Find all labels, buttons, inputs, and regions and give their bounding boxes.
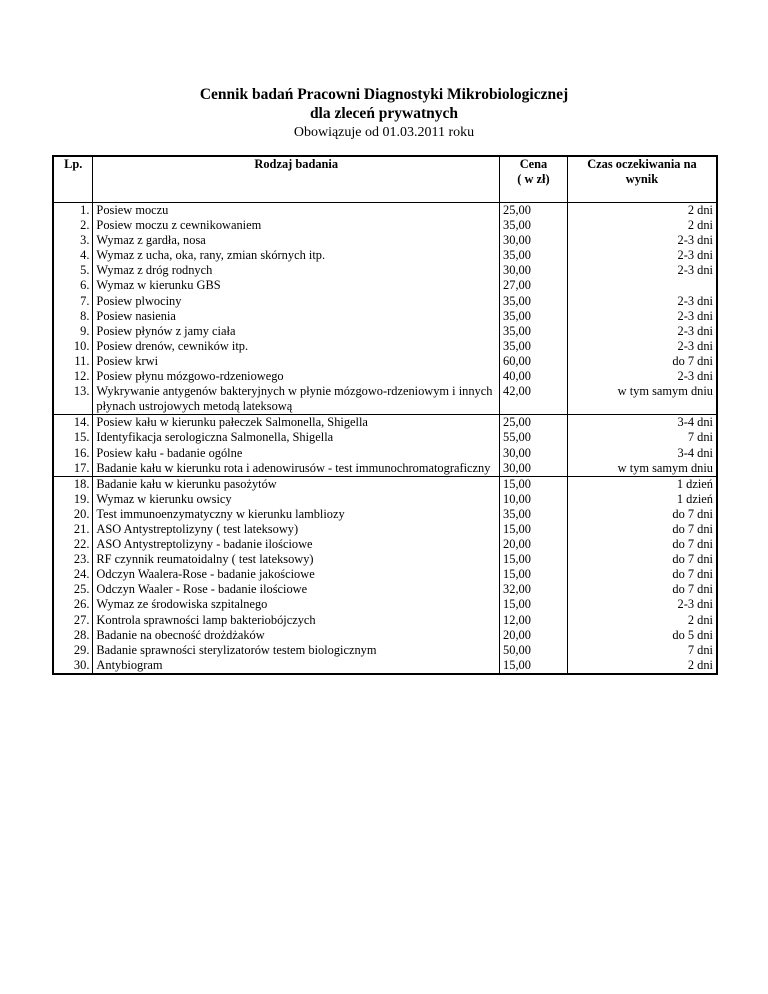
row-price: 30,00 (500, 263, 568, 278)
row-lp: 27. (53, 613, 93, 628)
row-name: Badanie na obecność drożdżaków (93, 628, 500, 643)
row-name: Test immunoenzymatyczny w kierunku lambliozy (93, 507, 500, 522)
row-time: do 7 dni (672, 353, 713, 368)
table-row (53, 263, 717, 278)
row-lp: 26. (53, 597, 93, 612)
row-price: 15,00 (500, 522, 568, 537)
table-row (53, 218, 717, 233)
header-price (500, 156, 568, 203)
row-time: 2 dni (687, 612, 713, 627)
document-title: Cennik badań Pracowni Diagnostyki Mikrobiologicznej (199, 86, 569, 103)
row-lp: 5. (53, 263, 93, 278)
row-name: Posiew płynów z jamy ciała (93, 324, 500, 339)
document-title-line2: dla zleceń prywatnych (309, 105, 459, 122)
row-price: 35,00 (500, 218, 568, 233)
row-lp: 13. (53, 384, 93, 415)
row-time: 2-3 dni (677, 597, 713, 612)
header-name: Rodzaj badania (93, 156, 500, 203)
table-row (53, 339, 717, 354)
row-price: 15,00 (500, 476, 568, 492)
row-price: 60,00 (500, 354, 568, 369)
table-row (53, 552, 717, 567)
row-lp: 7. (53, 294, 93, 309)
row-price: 15,00 (500, 597, 568, 612)
row-name: Posiew plwociny (93, 294, 500, 309)
table-row (53, 492, 717, 507)
row-name: Odczyn Waalera-Rose - badanie jakościowe (93, 567, 500, 582)
table-header-row (53, 156, 717, 203)
row-lp: 18. (53, 476, 93, 492)
row-lp: 11. (53, 354, 93, 369)
row-lp: 22. (53, 537, 93, 552)
row-name: Wymaz w kierunku owsicy (93, 492, 500, 507)
table-row (53, 522, 717, 537)
row-price: 50,00 (500, 643, 568, 658)
row-time: do 7 dni (672, 582, 713, 597)
row-name: Posiew moczu z cewnikowaniem (93, 218, 500, 233)
row-lp: 23. (53, 552, 93, 567)
table-row (53, 309, 717, 324)
header-price-line2: ( w zł) (517, 172, 550, 187)
row-price: 30,00 (500, 461, 568, 477)
table-row (53, 567, 717, 582)
row-name: Antybiogram (93, 658, 500, 674)
row-price: 40,00 (500, 369, 568, 384)
table-body (53, 203, 717, 674)
row-lp: 8. (53, 309, 93, 324)
row-price: 35,00 (500, 339, 568, 354)
row-time: 1 dzień (567, 476, 717, 492)
row-price: 27,00 (500, 278, 568, 293)
row-name: Posiew kału w kierunku pałeczek Salmonella, Shigella (93, 415, 500, 431)
row-name: Wymaz z ucha, oka, rany, zmian skórnych itp. (93, 248, 500, 263)
row-price: 12,00 (500, 613, 568, 628)
table-row (53, 294, 717, 309)
row-price: 30,00 (500, 446, 568, 461)
row-time: 2-3 dni (677, 263, 713, 278)
table-row (53, 476, 717, 492)
row-lp: 3. (53, 233, 93, 248)
table-row (53, 324, 717, 339)
row-time: 3-4 dni (677, 445, 713, 460)
table-row (53, 415, 717, 431)
row-price: 35,00 (500, 294, 568, 309)
row-price: 55,00 (500, 430, 568, 445)
row-price: 32,00 (500, 582, 568, 597)
row-lp: 19. (53, 492, 93, 507)
row-time: do 7 dni (672, 521, 713, 536)
row-lp: 16. (53, 446, 93, 461)
row-time: 2-3 dni (677, 323, 713, 338)
row-time: 2-3 dni (677, 233, 713, 248)
row-lp: 1. (53, 203, 93, 219)
row-lp: 28. (53, 628, 93, 643)
table-row (53, 248, 717, 263)
row-time: 7 dni (687, 430, 713, 445)
row-time: 2-3 dni (677, 293, 713, 308)
price-table (52, 155, 718, 675)
table-row (53, 430, 717, 445)
row-name: ASO Antystreptolizyny ( test lateksowy) (93, 522, 500, 537)
row-time: 2-3 dni (677, 308, 713, 323)
row-name: ASO Antystreptolizyny - badanie ilościowe (93, 537, 500, 552)
row-price: 15,00 (500, 552, 568, 567)
row-lp: 30. (53, 658, 93, 674)
row-time: 2 dni (687, 657, 713, 672)
row-lp: 24. (53, 567, 93, 582)
row-time: w tym samym dniu (617, 384, 713, 399)
row-name: Wymaz z dróg rodnych (93, 263, 500, 278)
row-price: 35,00 (500, 507, 568, 522)
row-time: 2-3 dni (677, 248, 713, 263)
row-name: Posiew drenów, cewników itp. (93, 339, 500, 354)
row-time: do 7 dni (672, 537, 713, 552)
row-time: 7 dni (687, 642, 713, 657)
table-row (53, 461, 717, 477)
table-row (53, 233, 717, 248)
row-lp: 15. (53, 430, 93, 445)
table-row (53, 658, 717, 674)
row-lp: 14. (53, 415, 93, 431)
row-name: Badanie kału w kierunku pasożytów (93, 476, 500, 492)
header-lp: Lp. (53, 156, 93, 203)
row-lp: 20. (53, 507, 93, 522)
table-row (53, 582, 717, 597)
header-price-line1: Cena (519, 157, 548, 171)
table-row (53, 278, 717, 293)
row-price: 20,00 (500, 628, 568, 643)
row-price: 15,00 (500, 658, 568, 674)
row-time: 1 dzień (676, 491, 713, 506)
row-price: 25,00 (500, 415, 568, 431)
row-time: 2 dni (567, 203, 717, 219)
table-row (53, 203, 717, 219)
row-lp: 25. (53, 582, 93, 597)
row-lp: 10. (53, 339, 93, 354)
row-name: Odczyn Waaler - Rose - badanie ilościowe (93, 582, 500, 597)
row-name: Kontrola sprawności lamp bakteriobójczych (93, 613, 500, 628)
table-row (53, 507, 717, 522)
row-name: Posiew nasienia (93, 309, 500, 324)
row-time: do 7 dni (672, 552, 713, 567)
row-price: 35,00 (500, 324, 568, 339)
row-time: do 7 dni (672, 567, 713, 582)
row-lp: 21. (53, 522, 93, 537)
header-time: Czas oczekiwania na wynik (587, 157, 697, 187)
row-name: Badanie sprawności sterylizatorów testem biologicznym (93, 643, 500, 658)
effective-date: Obowiązuje od 01.03.2011 roku (293, 125, 475, 140)
row-price: 30,00 (500, 233, 568, 248)
table-row (53, 628, 717, 643)
table-row (53, 643, 717, 658)
table-row (53, 613, 717, 628)
row-lp: 6. (53, 278, 93, 293)
row-price: 35,00 (500, 309, 568, 324)
table-row (53, 369, 717, 384)
row-time: 2-3 dni (677, 338, 713, 353)
row-name: Wymaz ze środowiska szpitalnego (93, 597, 500, 612)
row-time: 2-3 dni (677, 369, 713, 384)
table-row (53, 384, 717, 415)
row-name: Wymaz w kierunku GBS (93, 278, 500, 293)
row-price: 25,00 (500, 203, 568, 219)
row-time: do 5 dni (672, 627, 713, 642)
row-time: 2 dni (687, 218, 713, 233)
row-price: 35,00 (500, 248, 568, 263)
row-time: do 7 dni (672, 506, 713, 521)
row-price: 20,00 (500, 537, 568, 552)
row-name: Identyfikacja serologiczna Salmonella, Shigella (93, 430, 500, 445)
row-name: Posiew kału - badanie ogólne (93, 446, 500, 461)
row-time: 3-4 dni (567, 415, 717, 431)
row-name: Badanie kału w kierunku rota i adenowirusów - test immunochromatograficzny (93, 461, 500, 477)
row-price: 10,00 (500, 492, 568, 507)
row-name: RF czynnik reumatoidalny ( test lateksowy) (93, 552, 500, 567)
table-row (53, 354, 717, 369)
row-name: Posiew krwi (93, 354, 500, 369)
row-name: Posiew moczu (93, 203, 500, 219)
row-lp: 9. (53, 324, 93, 339)
row-lp: 4. (53, 248, 93, 263)
row-lp: 2. (53, 218, 93, 233)
row-name: Wymaz z gardła, nosa (93, 233, 500, 248)
table-row (53, 597, 717, 612)
row-time: w tym samym dniu (617, 460, 713, 475)
row-name: Wykrywanie antygenów bakteryjnych w płynie mózgowo-rdzeniowym i innych płynach ustrojowych metodą lateksową (93, 384, 500, 415)
table-row (53, 537, 717, 552)
row-price: 42,00 (500, 384, 568, 415)
row-lp: 17. (53, 461, 93, 477)
row-name: Posiew płynu mózgowo-rdzeniowego (93, 369, 500, 384)
row-price: 15,00 (500, 567, 568, 582)
table-row (53, 446, 717, 461)
row-time (567, 278, 717, 293)
row-lp: 12. (53, 369, 93, 384)
row-lp: 29. (53, 643, 93, 658)
